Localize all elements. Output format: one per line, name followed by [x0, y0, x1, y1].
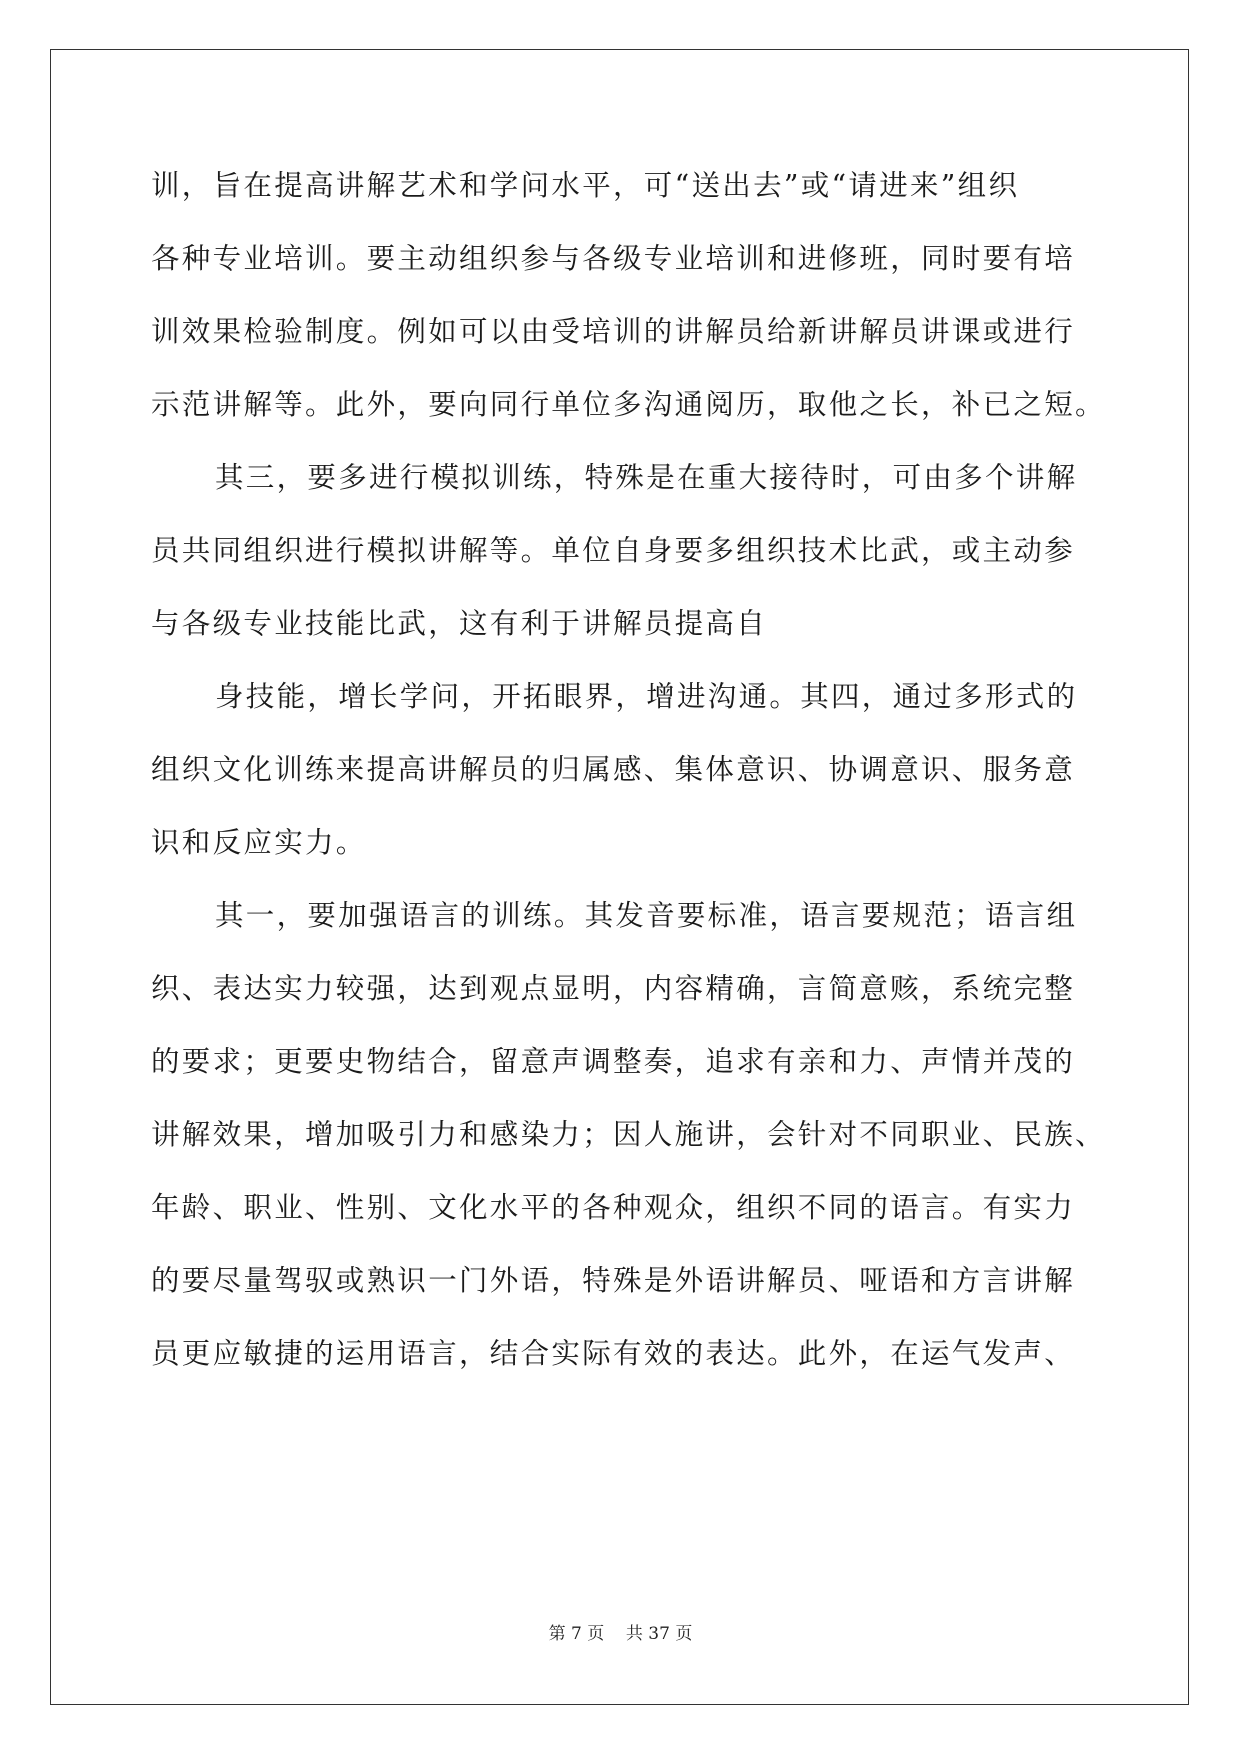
text-line: 与各级专业技能比武，这有利于讲解员提高自 — [151, 607, 768, 640]
paragraph-start-line: 其三，要多进行模拟训练，特殊是在重大接待时，可由多个讲解 — [215, 461, 1078, 494]
text-line: 各种专业培训。要主动组织参与各级专业培训和进修班，同时要有培 — [151, 242, 1076, 275]
total-pages: 共 37 页 — [625, 1624, 693, 1644]
text-line: 训，旨在提高讲解艺术和学问水平，可“送出去”或“请进来”组织 — [151, 169, 1020, 202]
text-line: 员共同组织进行模拟讲解等。单位自身要多组织技术比武，或主动参 — [151, 534, 1076, 567]
page-number: 第 7 页 — [548, 1624, 605, 1644]
paragraph-start-line: 其一，要加强语言的训练。其发音要标准，语言要规范；语言组 — [215, 899, 1078, 932]
text-line: 组织文化训练来提高讲解员的归属感、集体意识、协调意识、服务意 — [151, 753, 1076, 786]
text-line: 识和反应实力。 — [151, 826, 367, 859]
text-line: 织、表达实力较强，达到观点显明，内容精确，言简意赅，系统完整 — [151, 972, 1076, 1005]
text-line: 讲解效果，增加吸引力和感染力；因人施讲，会针对不同职业、民族、 — [151, 1118, 1106, 1151]
paragraph-start-line: 身技能，增长学问，开拓眼界，增进沟通。其四，通过多形式的 — [215, 680, 1078, 713]
text-line: 的要求；更要史物结合，留意声调整奏，追求有亲和力、声情并茂的 — [151, 1045, 1076, 1078]
text-line: 年龄、职业、性别、文化水平的各种观众，组织不同的语言。有实力 — [151, 1191, 1076, 1224]
text-line: 的要尽量驾驭或熟识一门外语，特殊是外语讲解员、哑语和方言讲解 — [151, 1264, 1076, 1297]
text-line: 示范讲解等。此外，要向同行单位多沟通阅历，取他之长，补已之短。 — [151, 388, 1106, 421]
page-border — [50, 49, 1189, 1705]
text-line: 训效果检验制度。例如可以由受培训的讲解员给新讲解员讲课或进行 — [151, 315, 1076, 348]
page-footer — [0, 1622, 1241, 1646]
text-line: 员更应敏捷的运用语言，结合实际有效的表达。此外，在运气发声、 — [151, 1337, 1076, 1370]
